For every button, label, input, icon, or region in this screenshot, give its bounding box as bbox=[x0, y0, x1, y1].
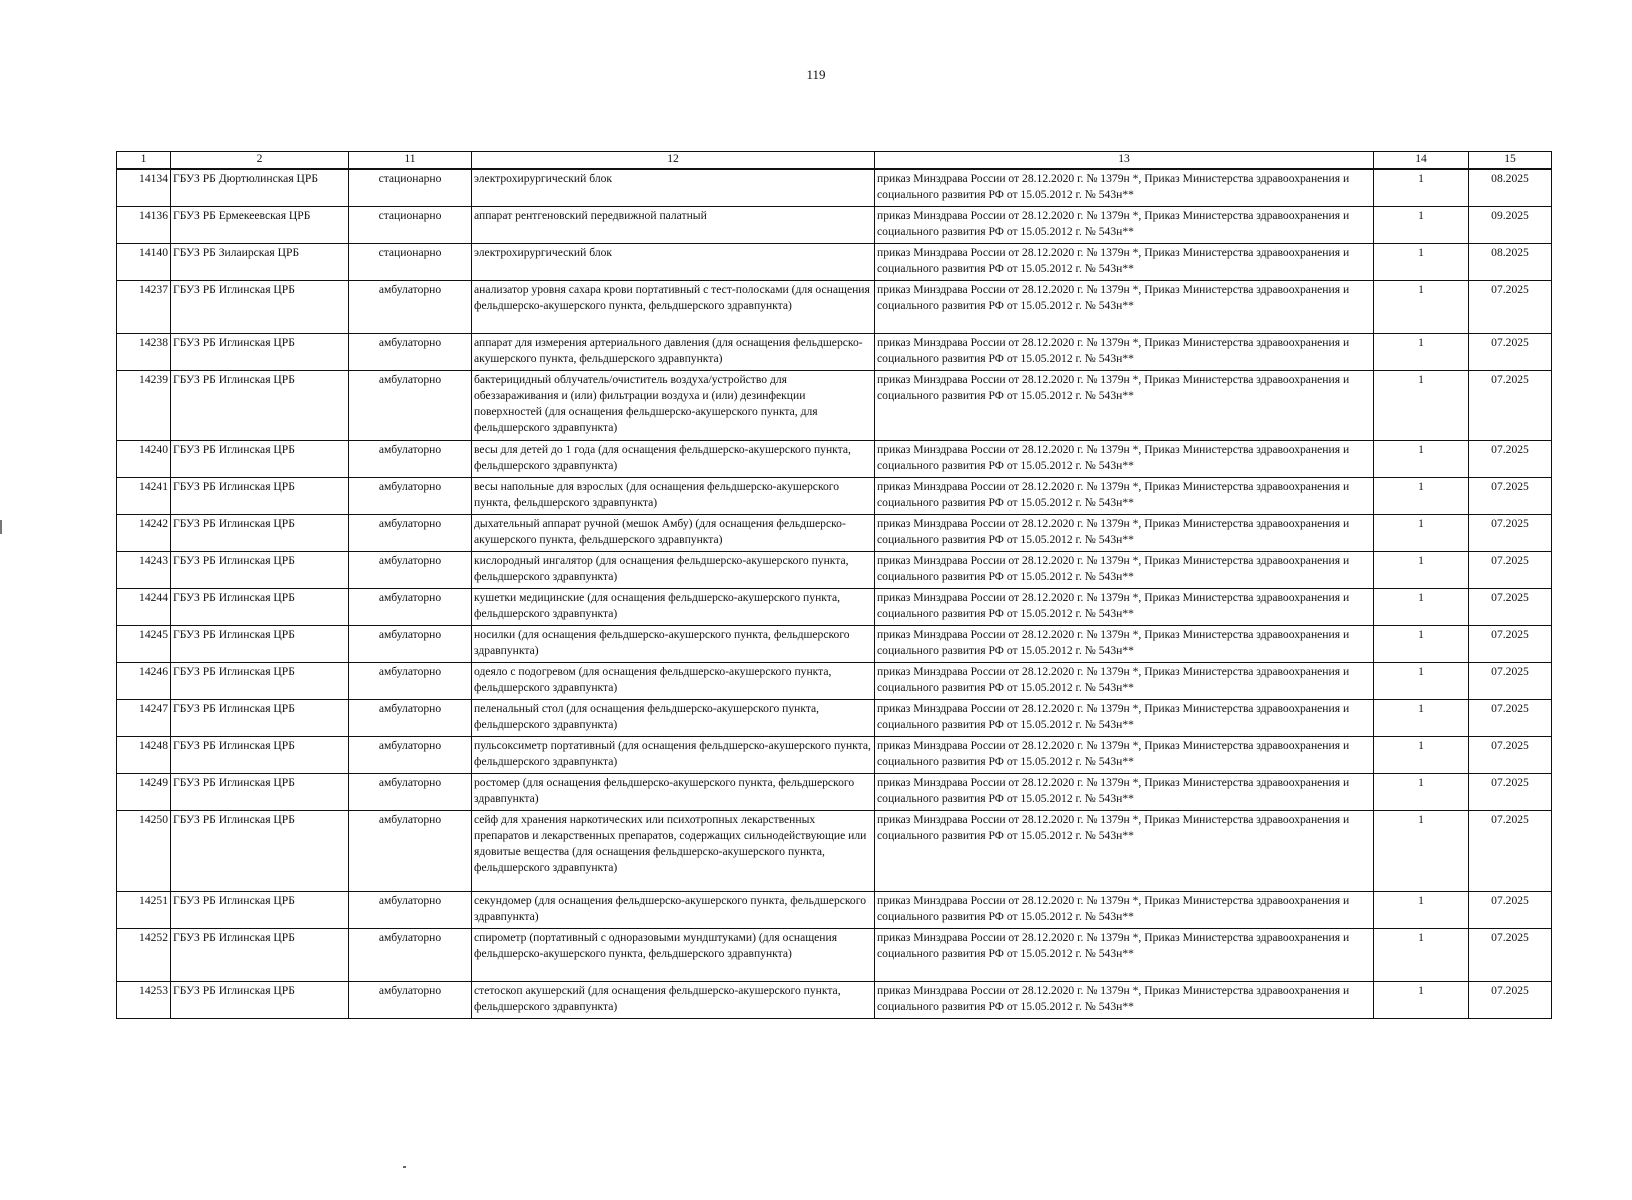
cell-date: 07.2025 bbox=[1469, 441, 1552, 478]
cell-equipment: аппарат рентгеновский передвижной палатный bbox=[472, 207, 875, 244]
cell-legal-basis: приказ Минздрава России от 28.12.2020 г. № 1379н *, Приказ Министерства здравоохранения и социального развития РФ от 15.05.2012 г. № 543н** bbox=[875, 244, 1374, 281]
cell-quantity: 1 bbox=[1374, 663, 1469, 700]
table-row bbox=[117, 774, 1552, 811]
cell-row-number: 14250 bbox=[117, 811, 171, 892]
cell-date: 07.2025 bbox=[1469, 929, 1552, 982]
cell-legal-basis: приказ Минздрава России от 28.12.2020 г. № 1379н *, Приказ Министерства здравоохранения и социального развития РФ от 15.05.2012 г. № 543н** bbox=[875, 811, 1374, 892]
cell-quantity: 1 bbox=[1374, 552, 1469, 589]
cell-organization: ГБУЗ РБ Иглинская ЦРБ bbox=[171, 441, 349, 478]
table-body bbox=[117, 169, 1552, 1019]
cell-organization: ГБУЗ РБ Иглинская ЦРБ bbox=[171, 478, 349, 515]
cell-conditions: амбулаторно bbox=[349, 552, 472, 589]
cell-date: 09.2025 bbox=[1469, 207, 1552, 244]
table-row bbox=[117, 626, 1552, 663]
cell-equipment: весы для детей до 1 года (для оснащения фельдшерско-акушерского пункта, фельдшерского здравпункта) bbox=[472, 441, 875, 478]
cell-quantity: 1 bbox=[1374, 371, 1469, 441]
cell-equipment: носилки (для оснащения фельдшерско-акушерского пункта, фельдшерского здравпункта) bbox=[472, 626, 875, 663]
cell-date: 07.2025 bbox=[1469, 334, 1552, 371]
cell-conditions: амбулаторно bbox=[349, 929, 472, 982]
cell-date: 07.2025 bbox=[1469, 515, 1552, 552]
cell-equipment: спирометр (портативный с одноразовыми мундштуками) (для оснащения фельдшерско-акушерского пункта, фельдшерского здравпункта) bbox=[472, 929, 875, 982]
cell-legal-basis: приказ Минздрава России от 28.12.2020 г. № 1379н *, Приказ Министерства здравоохранения и социального развития РФ от 15.05.2012 г. № 543н** bbox=[875, 982, 1374, 1019]
cell-legal-basis: приказ Минздрава России от 28.12.2020 г. № 1379н *, Приказ Министерства здравоохранения и социального развития РФ от 15.05.2012 г. № 543н** bbox=[875, 663, 1374, 700]
page-number: 119 bbox=[806, 67, 826, 82]
cell-conditions: амбулаторно bbox=[349, 892, 472, 929]
cell-conditions: амбулаторно bbox=[349, 774, 472, 811]
cell-organization: ГБУЗ РБ Иглинская ЦРБ bbox=[171, 737, 349, 774]
cell-row-number: 14238 bbox=[117, 334, 171, 371]
cell-row-number: 14245 bbox=[117, 626, 171, 663]
cell-legal-basis: приказ Минздрава России от 28.12.2020 г. № 1379н *, Приказ Министерства здравоохранения и социального развития РФ от 15.05.2012 г. № 543н** bbox=[875, 552, 1374, 589]
cell-quantity: 1 bbox=[1374, 929, 1469, 982]
cell-organization: ГБУЗ РБ Иглинская ЦРБ bbox=[171, 626, 349, 663]
cell-conditions: амбулаторно bbox=[349, 626, 472, 663]
cell-date: 08.2025 bbox=[1469, 244, 1552, 281]
table-row bbox=[117, 811, 1552, 892]
cell-organization: ГБУЗ РБ Иглинская ЦРБ bbox=[171, 515, 349, 552]
scan-dot-mark bbox=[403, 1166, 406, 1168]
cell-legal-basis: приказ Минздрава России от 28.12.2020 г. № 1379н *, Приказ Министерства здравоохранения и социального развития РФ от 15.05.2012 г. № 543н** bbox=[875, 892, 1374, 929]
column-header: 1 bbox=[117, 152, 171, 170]
cell-quantity: 1 bbox=[1374, 441, 1469, 478]
cell-equipment: пеленальный стол (для оснащения фельдшерско-акушерского пункта, фельдшерского здравпункта) bbox=[472, 700, 875, 737]
column-header: 12 bbox=[472, 152, 875, 170]
cell-organization: ГБУЗ РБ Дюртюлинская ЦРБ bbox=[171, 169, 349, 207]
column-header: 13 bbox=[875, 152, 1374, 170]
cell-date: 07.2025 bbox=[1469, 626, 1552, 663]
equipment-table bbox=[116, 151, 1552, 1019]
cell-quantity: 1 bbox=[1374, 281, 1469, 334]
table-row bbox=[117, 737, 1552, 774]
cell-conditions: амбулаторно bbox=[349, 811, 472, 892]
cell-legal-basis: приказ Минздрава России от 28.12.2020 г. № 1379н *, Приказ Министерства здравоохранения и социального развития РФ от 15.05.2012 г. № 543н** bbox=[875, 737, 1374, 774]
table-row bbox=[117, 982, 1552, 1019]
table-row bbox=[117, 371, 1552, 441]
cell-row-number: 14243 bbox=[117, 552, 171, 589]
cell-row-number: 14252 bbox=[117, 929, 171, 982]
table-row bbox=[117, 169, 1552, 207]
cell-equipment: аппарат для измерения артериального давления (для оснащения фельдшерско-акушерского пункта, фельдшерского здравпункта) bbox=[472, 334, 875, 371]
cell-legal-basis: приказ Минздрава России от 28.12.2020 г. № 1379н *, Приказ Министерства здравоохранения и социального развития РФ от 15.05.2012 г. № 543н** bbox=[875, 626, 1374, 663]
cell-organization: ГБУЗ РБ Иглинская ЦРБ bbox=[171, 371, 349, 441]
scan-edge-mark bbox=[0, 520, 2, 534]
cell-organization: ГБУЗ РБ Иглинская ЦРБ bbox=[171, 929, 349, 982]
cell-organization: ГБУЗ РБ Иглинская ЦРБ bbox=[171, 700, 349, 737]
cell-row-number: 14244 bbox=[117, 589, 171, 626]
table-row bbox=[117, 552, 1552, 589]
cell-organization: ГБУЗ РБ Иглинская ЦРБ bbox=[171, 663, 349, 700]
cell-conditions: амбулаторно bbox=[349, 478, 472, 515]
column-header: 15 bbox=[1469, 152, 1552, 170]
cell-legal-basis: приказ Минздрава России от 28.12.2020 г. № 1379н *, Приказ Министерства здравоохранения и социального развития РФ от 15.05.2012 г. № 543н** bbox=[875, 371, 1374, 441]
cell-row-number: 14249 bbox=[117, 774, 171, 811]
cell-quantity: 1 bbox=[1374, 478, 1469, 515]
cell-date: 07.2025 bbox=[1469, 589, 1552, 626]
cell-conditions: амбулаторно bbox=[349, 441, 472, 478]
cell-equipment: кушетки медицинские (для оснащения фельдшерско-акушерского пункта, фельдшерского здравпункта) bbox=[472, 589, 875, 626]
cell-row-number: 14251 bbox=[117, 892, 171, 929]
cell-conditions: амбулаторно bbox=[349, 515, 472, 552]
column-header: 11 bbox=[349, 152, 472, 170]
cell-date: 07.2025 bbox=[1469, 371, 1552, 441]
cell-organization: ГБУЗ РБ Иглинская ЦРБ bbox=[171, 892, 349, 929]
table-row bbox=[117, 441, 1552, 478]
table-row bbox=[117, 207, 1552, 244]
cell-organization: ГБУЗ РБ Ермекеевская ЦРБ bbox=[171, 207, 349, 244]
cell-row-number: 14247 bbox=[117, 700, 171, 737]
cell-legal-basis: приказ Минздрава России от 28.12.2020 г. № 1379н *, Приказ Министерства здравоохранения и социального развития РФ от 15.05.2012 г. № 543н** bbox=[875, 478, 1374, 515]
cell-quantity: 1 bbox=[1374, 626, 1469, 663]
cell-legal-basis: приказ Минздрава России от 28.12.2020 г. № 1379н *, Приказ Министерства здравоохранения и социального развития РФ от 15.05.2012 г. № 543н** bbox=[875, 774, 1374, 811]
table-row bbox=[117, 334, 1552, 371]
table-row bbox=[117, 244, 1552, 281]
table-row bbox=[117, 589, 1552, 626]
cell-equipment: электрохирургический блок bbox=[472, 169, 875, 207]
cell-equipment: кислородный ингалятор (для оснащения фельдшерско-акушерского пункта, фельдшерского здравпункта) bbox=[472, 552, 875, 589]
cell-date: 07.2025 bbox=[1469, 478, 1552, 515]
cell-row-number: 14134 bbox=[117, 169, 171, 207]
cell-conditions: амбулаторно bbox=[349, 737, 472, 774]
cell-date: 07.2025 bbox=[1469, 892, 1552, 929]
cell-conditions: амбулаторно bbox=[349, 589, 472, 626]
cell-date: 07.2025 bbox=[1469, 281, 1552, 334]
cell-legal-basis: приказ Минздрава России от 28.12.2020 г. № 1379н *, Приказ Министерства здравоохранения и социального развития РФ от 15.05.2012 г. № 543н** bbox=[875, 929, 1374, 982]
cell-row-number: 14237 bbox=[117, 281, 171, 334]
cell-row-number: 14239 bbox=[117, 371, 171, 441]
table-row bbox=[117, 281, 1552, 334]
cell-equipment: анализатор уровня сахара крови портативный с тест-полосками (для оснащения фельдшерско-акушерского пункта, фельдшерского здравпункта) bbox=[472, 281, 875, 334]
cell-organization: ГБУЗ РБ Зилаирская ЦРБ bbox=[171, 244, 349, 281]
cell-date: 07.2025 bbox=[1469, 552, 1552, 589]
table-row bbox=[117, 892, 1552, 929]
cell-quantity: 1 bbox=[1374, 244, 1469, 281]
cell-conditions: амбулаторно bbox=[349, 982, 472, 1019]
cell-quantity: 1 bbox=[1374, 737, 1469, 774]
cell-date: 07.2025 bbox=[1469, 811, 1552, 892]
cell-organization: ГБУЗ РБ Иглинская ЦРБ bbox=[171, 334, 349, 371]
cell-conditions: амбулаторно bbox=[349, 281, 472, 334]
cell-quantity: 1 bbox=[1374, 700, 1469, 737]
cell-row-number: 14253 bbox=[117, 982, 171, 1019]
cell-legal-basis: приказ Минздрава России от 28.12.2020 г. № 1379н *, Приказ Министерства здравоохранения и социального развития РФ от 15.05.2012 г. № 543н** bbox=[875, 169, 1374, 207]
cell-conditions: амбулаторно bbox=[349, 700, 472, 737]
cell-equipment: ростомер (для оснащения фельдшерско-акушерского пункта, фельдшерского здравпункта) bbox=[472, 774, 875, 811]
cell-legal-basis: приказ Минздрава России от 28.12.2020 г. № 1379н *, Приказ Министерства здравоохранения и социального развития РФ от 15.05.2012 г. № 543н** bbox=[875, 207, 1374, 244]
cell-organization: ГБУЗ РБ Иглинская ЦРБ bbox=[171, 982, 349, 1019]
cell-date: 07.2025 bbox=[1469, 663, 1552, 700]
table-row bbox=[117, 478, 1552, 515]
cell-equipment: одеяло с подогревом (для оснащения фельдшерско-акушерского пункта, фельдшерского здравпункта) bbox=[472, 663, 875, 700]
cell-row-number: 14240 bbox=[117, 441, 171, 478]
cell-equipment: сейф для хранения наркотических или психотропных лекарственных препаратов и лекарственных препаратов, содержащих сильнодействующие или ядовитые вещества (для оснащения фельдшерско-акушерского пункта, фельдшерского здравпункта) bbox=[472, 811, 875, 892]
cell-equipment: стетоскоп акушерский (для оснащения фельдшерско-акушерского пункта, фельдшерского здравпункта) bbox=[472, 982, 875, 1019]
table-row bbox=[117, 700, 1552, 737]
cell-quantity: 1 bbox=[1374, 892, 1469, 929]
cell-conditions: амбулаторно bbox=[349, 334, 472, 371]
column-header: 14 bbox=[1374, 152, 1469, 170]
column-header: 2 bbox=[171, 152, 349, 170]
cell-organization: ГБУЗ РБ Иглинская ЦРБ bbox=[171, 281, 349, 334]
cell-conditions: стационарно bbox=[349, 244, 472, 281]
cell-equipment: пульсоксиметр портативный (для оснащения фельдшерско-акушерского пункта, фельдшерского здравпункта) bbox=[472, 737, 875, 774]
cell-row-number: 14246 bbox=[117, 663, 171, 700]
cell-legal-basis: приказ Минздрава России от 28.12.2020 г. № 1379н *, Приказ Министерства здравоохранения и социального развития РФ от 15.05.2012 г. № 543н** bbox=[875, 281, 1374, 334]
cell-quantity: 1 bbox=[1374, 207, 1469, 244]
cell-row-number: 14136 bbox=[117, 207, 171, 244]
cell-legal-basis: приказ Минздрава России от 28.12.2020 г. № 1379н *, Приказ Министерства здравоохранения и социального развития РФ от 15.05.2012 г. № 543н** bbox=[875, 441, 1374, 478]
cell-legal-basis: приказ Минздрава России от 28.12.2020 г. № 1379н *, Приказ Министерства здравоохранения и социального развития РФ от 15.05.2012 г. № 543н** bbox=[875, 589, 1374, 626]
cell-equipment: электрохирургический блок bbox=[472, 244, 875, 281]
cell-quantity: 1 bbox=[1374, 515, 1469, 552]
cell-quantity: 1 bbox=[1374, 334, 1469, 371]
table-row bbox=[117, 929, 1552, 982]
cell-date: 07.2025 bbox=[1469, 982, 1552, 1019]
column-number-header-row bbox=[117, 152, 1552, 170]
cell-quantity: 1 bbox=[1374, 982, 1469, 1019]
cell-date: 07.2025 bbox=[1469, 737, 1552, 774]
table-row bbox=[117, 663, 1552, 700]
cell-legal-basis: приказ Минздрава России от 28.12.2020 г. № 1379н *, Приказ Министерства здравоохранения и социального развития РФ от 15.05.2012 г. № 543н** bbox=[875, 334, 1374, 371]
cell-equipment: весы напольные для взрослых (для оснащения фельдшерско-акушерского пункта, фельдшерского здравпункта) bbox=[472, 478, 875, 515]
cell-row-number: 14140 bbox=[117, 244, 171, 281]
cell-organization: ГБУЗ РБ Иглинская ЦРБ bbox=[171, 552, 349, 589]
table-row bbox=[117, 515, 1552, 552]
cell-row-number: 14242 bbox=[117, 515, 171, 552]
cell-quantity: 1 bbox=[1374, 169, 1469, 207]
cell-row-number: 14241 bbox=[117, 478, 171, 515]
cell-quantity: 1 bbox=[1374, 774, 1469, 811]
cell-equipment: секундомер (для оснащения фельдшерско-акушерского пункта, фельдшерского здравпункта) bbox=[472, 892, 875, 929]
cell-organization: ГБУЗ РБ Иглинская ЦРБ bbox=[171, 589, 349, 626]
cell-legal-basis: приказ Минздрава России от 28.12.2020 г. № 1379н *, Приказ Министерства здравоохранения и социального развития РФ от 15.05.2012 г. № 543н** bbox=[875, 700, 1374, 737]
cell-conditions: амбулаторно bbox=[349, 663, 472, 700]
cell-date: 07.2025 bbox=[1469, 700, 1552, 737]
cell-row-number: 14248 bbox=[117, 737, 171, 774]
cell-quantity: 1 bbox=[1374, 811, 1469, 892]
cell-equipment: бактерицидный облучатель/очиститель воздуха/устройство для обеззараживания и (или) фильтрации воздуха и (или) дезинфекции поверхностей (для оснащения фельдшерско-акушерского пункта, для фельдшерского здравпункта) bbox=[472, 371, 875, 441]
cell-equipment: дыхательный аппарат ручной (мешок Амбу) (для оснащения фельдшерско-акушерского пункта, фельдшерского здравпункта) bbox=[472, 515, 875, 552]
cell-legal-basis: приказ Минздрава России от 28.12.2020 г. № 1379н *, Приказ Министерства здравоохранения и социального развития РФ от 15.05.2012 г. № 543н** bbox=[875, 515, 1374, 552]
cell-organization: ГБУЗ РБ Иглинская ЦРБ bbox=[171, 774, 349, 811]
cell-organization: ГБУЗ РБ Иглинская ЦРБ bbox=[171, 811, 349, 892]
cell-date: 07.2025 bbox=[1469, 774, 1552, 811]
cell-conditions: стационарно bbox=[349, 207, 472, 244]
cell-conditions: амбулаторно bbox=[349, 371, 472, 441]
cell-date: 08.2025 bbox=[1469, 169, 1552, 207]
cell-conditions: стационарно bbox=[349, 169, 472, 207]
cell-quantity: 1 bbox=[1374, 589, 1469, 626]
